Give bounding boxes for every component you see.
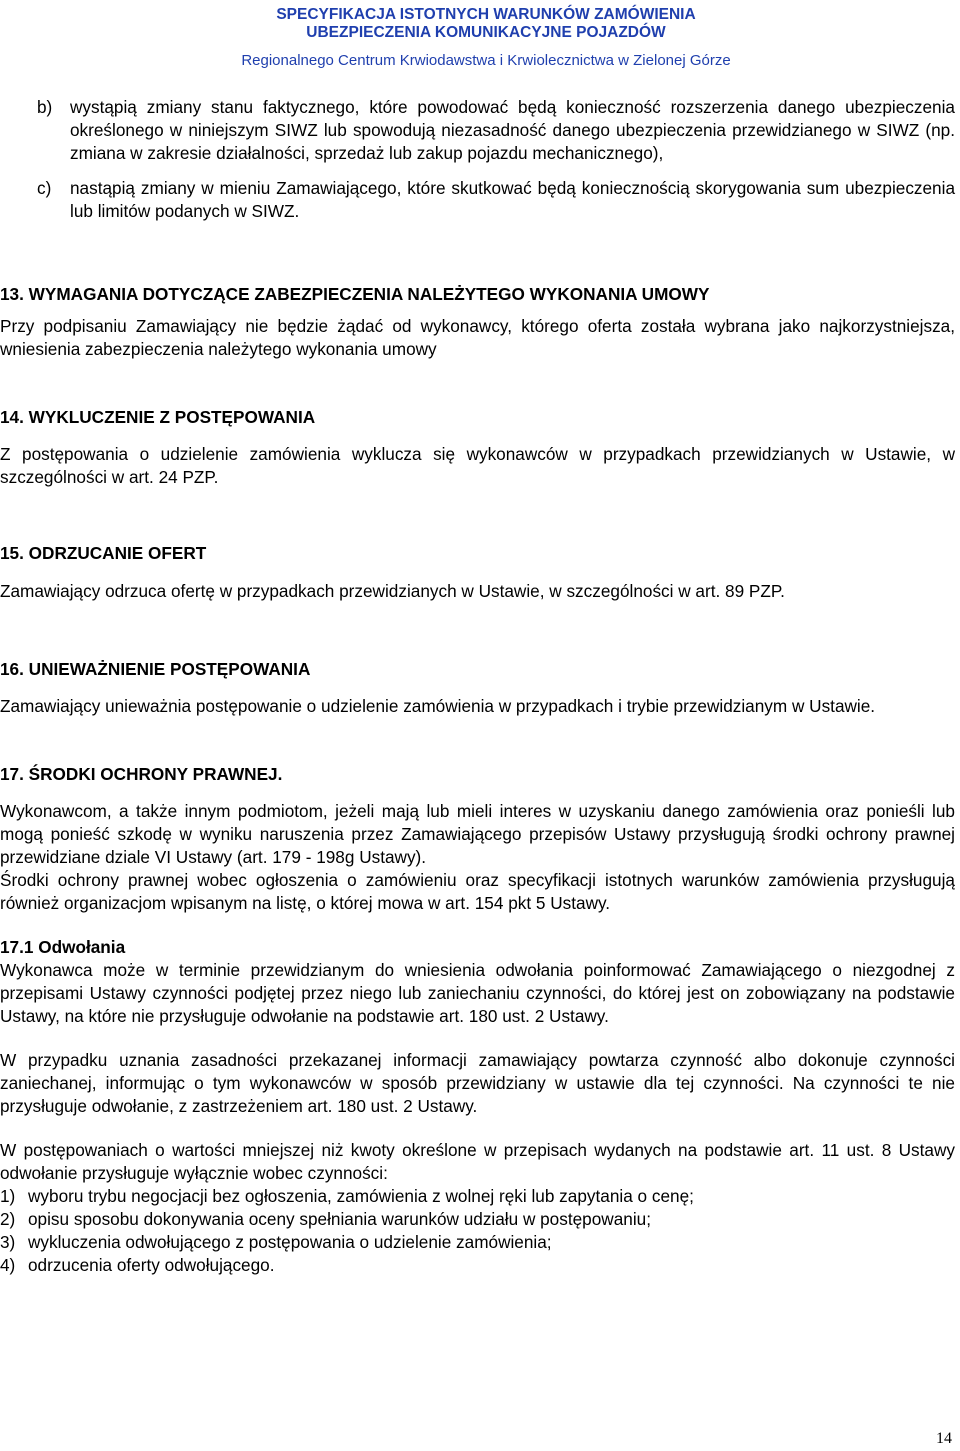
- section-13-title: 13. WYMAGANIA DOTYCZĄCE ZABEZPIECZENIA NALEŻYTEGO WYKONANIA UMOWY: [0, 284, 710, 304]
- list-marker: 3): [0, 1232, 16, 1252]
- list-item-text: wyboru trybu negocjacji bez ogłoszenia, zamówienia z wolnej ręki lub zapytania o cenę;: [28, 1186, 694, 1206]
- page-number: 14: [936, 1430, 952, 1447]
- section-17-1-paragraph: W postępowaniach o wartości mniejszej niż kwoty określone w przepisach wydanych na podstawie art. 11 ust. 8 Ustawy odwołanie przysługuje wyłącznie wobec czynności:: [0, 1140, 955, 1183]
- section-17-paragraph: Wykonawcom, a także innym podmiotom, jeżeli mają lub mieli interes w uzyskaniu danego zamówienia oraz ponieśli lub mogą ponieść szkodę w wyniku naruszenia przez Zamawiającego przepisów Ustawy przysługują środki ochrony prawnej przewidziane dziale VI Ustawy (art. 179 - 198g Ustawy).: [0, 801, 955, 867]
- list-item: [0, 1185, 955, 1208]
- header-organization: Regionalnego Centrum Krwiodawstwa i Krwiolecznictwa w Zielonej Górze: [241, 52, 731, 69]
- list-marker: 1): [0, 1186, 16, 1206]
- section-13-body: Przy podpisaniu Zamawiający nie będzie żądać od wykonawcy, którego oferta została wybrana jako najkorzystniejsza, wniesienia zabezpieczenia należytego wykonania umowy: [0, 316, 955, 359]
- section-17-paragraph: Środki ochrony prawnej wobec ogłoszenia o zamówieniu oraz specyfikacji istotnych warunków zamówienia przysługują również organizacjom wpisanym na listę, o której mowa w art. 154 pkt 5 Ustawy.: [0, 870, 955, 913]
- list-item-text: wykluczenia odwołującego z postępowania o udzielenie zamówienia;: [28, 1232, 552, 1252]
- list-marker: b): [37, 97, 53, 117]
- header-subtitle: UBEZPIECZENIA KOMUNIKACYJNE POJAZDÓW: [306, 24, 666, 41]
- header-title: SPECYFIKACJA ISTOTNYCH WARUNKÓW ZAMÓWIENIA: [276, 6, 696, 23]
- list-marker: 4): [0, 1255, 16, 1275]
- section-16-title: 16. UNIEWAŻNIENIE POSTĘPOWANIA: [0, 659, 311, 679]
- list-marker: 2): [0, 1209, 16, 1229]
- document-body: [0, 96, 955, 1277]
- section-17-title: 17. ŚRODKI OCHRONY PRAWNEJ.: [0, 764, 283, 784]
- section-17-1-paragraph: W przypadku uznania zasadności przekazanej informacji zamawiający powtarza czynność albo dokonuje czynności zaniechanej, informując o tym wykonawców w sposób przewidziany w ustawie dla tej czynności. Na czynności te nie przysługuje odwołanie, z zastrzeżeniem art. 180 ust. 2 Ustawy.: [0, 1050, 955, 1116]
- list-item-text: wystąpią zmiany stanu faktycznego, które powodować będą konieczność rozszerzenia danego ubezpieczenia określonego w niniejszym SIWZ lub spowodują niezasadność danego ubezpieczenia przewidzianego w SIWZ (np. zmiana w zakresie działalności, sprzedaż lub zakup pojazdu mechanicznego),: [70, 97, 955, 163]
- section-15-title: 15. ODRZUCANIE OFERT: [0, 543, 207, 563]
- list-item: [0, 1254, 955, 1277]
- section-17-1-title: 17.1 Odwołania: [0, 937, 126, 957]
- section-15-body: Zamawiający odrzuca ofertę w przypadkach przewidzianych w Ustawie, w szczególności w art. 89 PZP.: [0, 581, 785, 601]
- list-item: [0, 1231, 955, 1254]
- list-item: [0, 1208, 955, 1231]
- section-16-body: Zamawiający unieważnia postępowanie o udzielenie zamówienia w przypadkach i trybie przewidzianym w Ustawie.: [0, 696, 876, 716]
- list-item-text: nastąpią zmiany w mieniu Zamawiającego, które skutkować będą koniecznością skorygowania sum ubezpieczenia lub limitów podanych w SIWZ.: [70, 178, 955, 221]
- list-item-b: [0, 96, 955, 165]
- section-17-1-paragraph: Wykonawca może w terminie przewidzianym do wniesienia odwołania poinformować Zamawiającego o niezgodnej z przepisami Ustawy czynności podjętej przez niego lub zaniechaniu czynności, do której jest on zobowiązany na podstawie Ustawy, na które nie przysługuje odwołanie na podstawie art. 180 ust. 2 Ustawy.: [0, 960, 955, 1026]
- list-item-text: odrzucenia oferty odwołującego.: [28, 1255, 275, 1275]
- section-14-title: 14. WYKLUCZENIE Z POSTĘPOWANIA: [0, 407, 316, 427]
- list-item-text: opisu sposobu dokonywania oceny spełniania warunków udziału w postępowaniu;: [28, 1209, 651, 1229]
- section-14-body: Z postępowania o udzielenie zamówienia wyklucza się wykonawców w przypadkach przewidzianych w Ustawie, w szczególności w art. 24 PZP.: [0, 444, 955, 487]
- list-marker: c): [37, 178, 52, 198]
- list-item-c: [0, 177, 955, 223]
